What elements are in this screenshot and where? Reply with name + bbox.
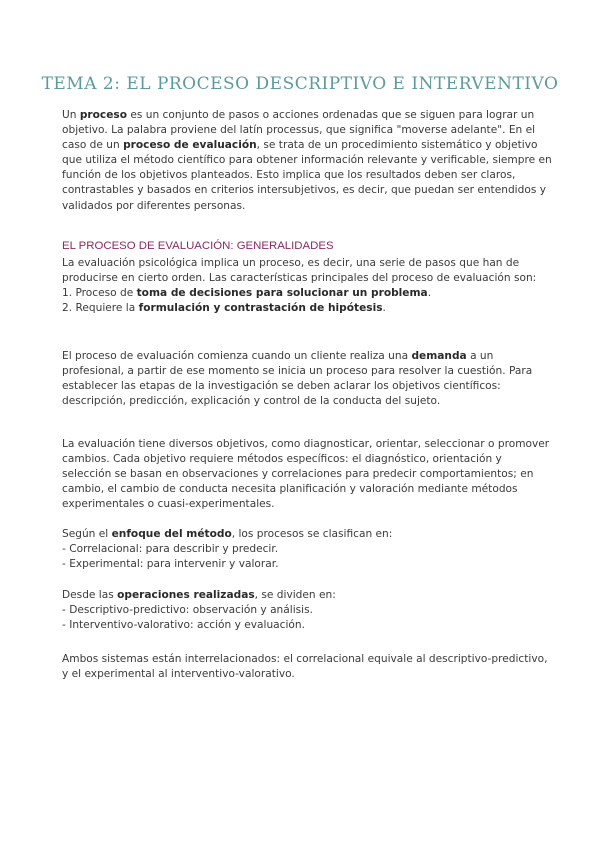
list-item-prefix: 1. Proceso de <box>62 287 137 300</box>
demanda-bold: demanda <box>411 350 467 362</box>
intro-bold-proceso: proceso <box>79 109 127 121</box>
enfoque-suffix: , los procesos se clasifican en: <box>231 528 393 540</box>
list-item-suffix: . <box>382 302 386 315</box>
section-heading: EL PROCESO DE EVALUACIÓN: GENERALIDADES <box>62 240 334 252</box>
operaciones-bold: operaciones realizadas <box>117 589 255 601</box>
list-item: - Interventivo-valorativo: acción y evaluación. <box>62 619 305 632</box>
objetivos-paragraph: La evaluación tiene diversos objetivos, como diagnosticar, orientar, seleccionar o promover cambios. Cada objetivo requiere métodos específicos: el diagnóstico, orientación y selección se basan en observaciones y correlaciones para predecir comportamientos; en cambio, el cambio de conducta necesita planificación y valoración mediante métodos experimentales o cuasi-experimentales. <box>62 438 550 511</box>
list-item: - Descriptivo-predictivo: observación y análisis. <box>62 604 314 617</box>
enfoque-bold: enfoque del método <box>111 528 232 540</box>
page-title: TEMA 2: EL PROCESO DESCRIPTIVO E INTERVENTIVO <box>41 74 559 94</box>
intro-text-3: , se trata de un procedimiento sistemático y objetivo que utiliza el método científico para obtener información relevante y verificable, siempre en función de los objetivos planteados. Esto implica que los resultados deben ser claros, contrastables y basados en criterios intersubjetivos, es decir, que puedan ser entendidos y validados por diferentes personas. <box>62 139 552 212</box>
list-item-bold: toma de decisiones para solucionar un problema <box>136 287 428 300</box>
list-item: - Experimental: para intervenir y valorar. <box>62 558 279 571</box>
operaciones-intro <box>62 588 552 603</box>
demanda-paragraph <box>62 349 552 409</box>
list-item-bold: formulación y contrastación de hipótesis <box>138 302 383 315</box>
list-item: - Correlacional: para describir y predecir. <box>62 543 279 556</box>
enfoque-prefix: Según el <box>62 528 112 540</box>
operaciones-prefix: Desde las <box>62 589 118 601</box>
list-item <box>62 286 552 301</box>
conclusion-paragraph: Ambos sistemas están interrelacionados: el correlacional equivale al descriptivo-predictivo, y el experimental al interventivo-valorativo. <box>62 653 548 681</box>
list-item-suffix: . <box>427 287 432 300</box>
enfoque-block <box>62 527 552 572</box>
generalidades-block <box>62 256 552 316</box>
list-item <box>62 301 552 316</box>
generalidades-text: La evaluación psicológica implica un proceso, es decir, una serie de pasos que han de producirse en cierto orden. Las características principales del proceso de evaluación son: <box>62 257 537 285</box>
intro-bold-evaluacion: proceso de evaluación <box>123 139 257 152</box>
operaciones-block <box>62 588 552 633</box>
intro-text-2: es un conjunto de pasos o acciones ordenadas que se siguen para lograr un objetivo. La palabra proviene del latín processus, que significa "moverse adelante". En el caso de un <box>62 109 536 152</box>
list-item-prefix: 2. Requiere la <box>62 302 139 315</box>
demanda-text-1: El proceso de evaluación comienza cuando un cliente realiza una <box>62 350 412 362</box>
intro-paragraph <box>62 108 552 214</box>
enfoque-intro <box>62 527 552 542</box>
operaciones-suffix: , se dividen en: <box>254 589 336 601</box>
demanda-text-2: a un profesional, a partir de ese momento se inicia un proceso para resolver la cuestión. Para establecer las etapas de la investigación se deben aclarar los objetivos científicos: descripción, predicción, explicación y control de la conducta del sujeto. <box>62 350 533 408</box>
intro-text-1: Un <box>62 109 80 121</box>
